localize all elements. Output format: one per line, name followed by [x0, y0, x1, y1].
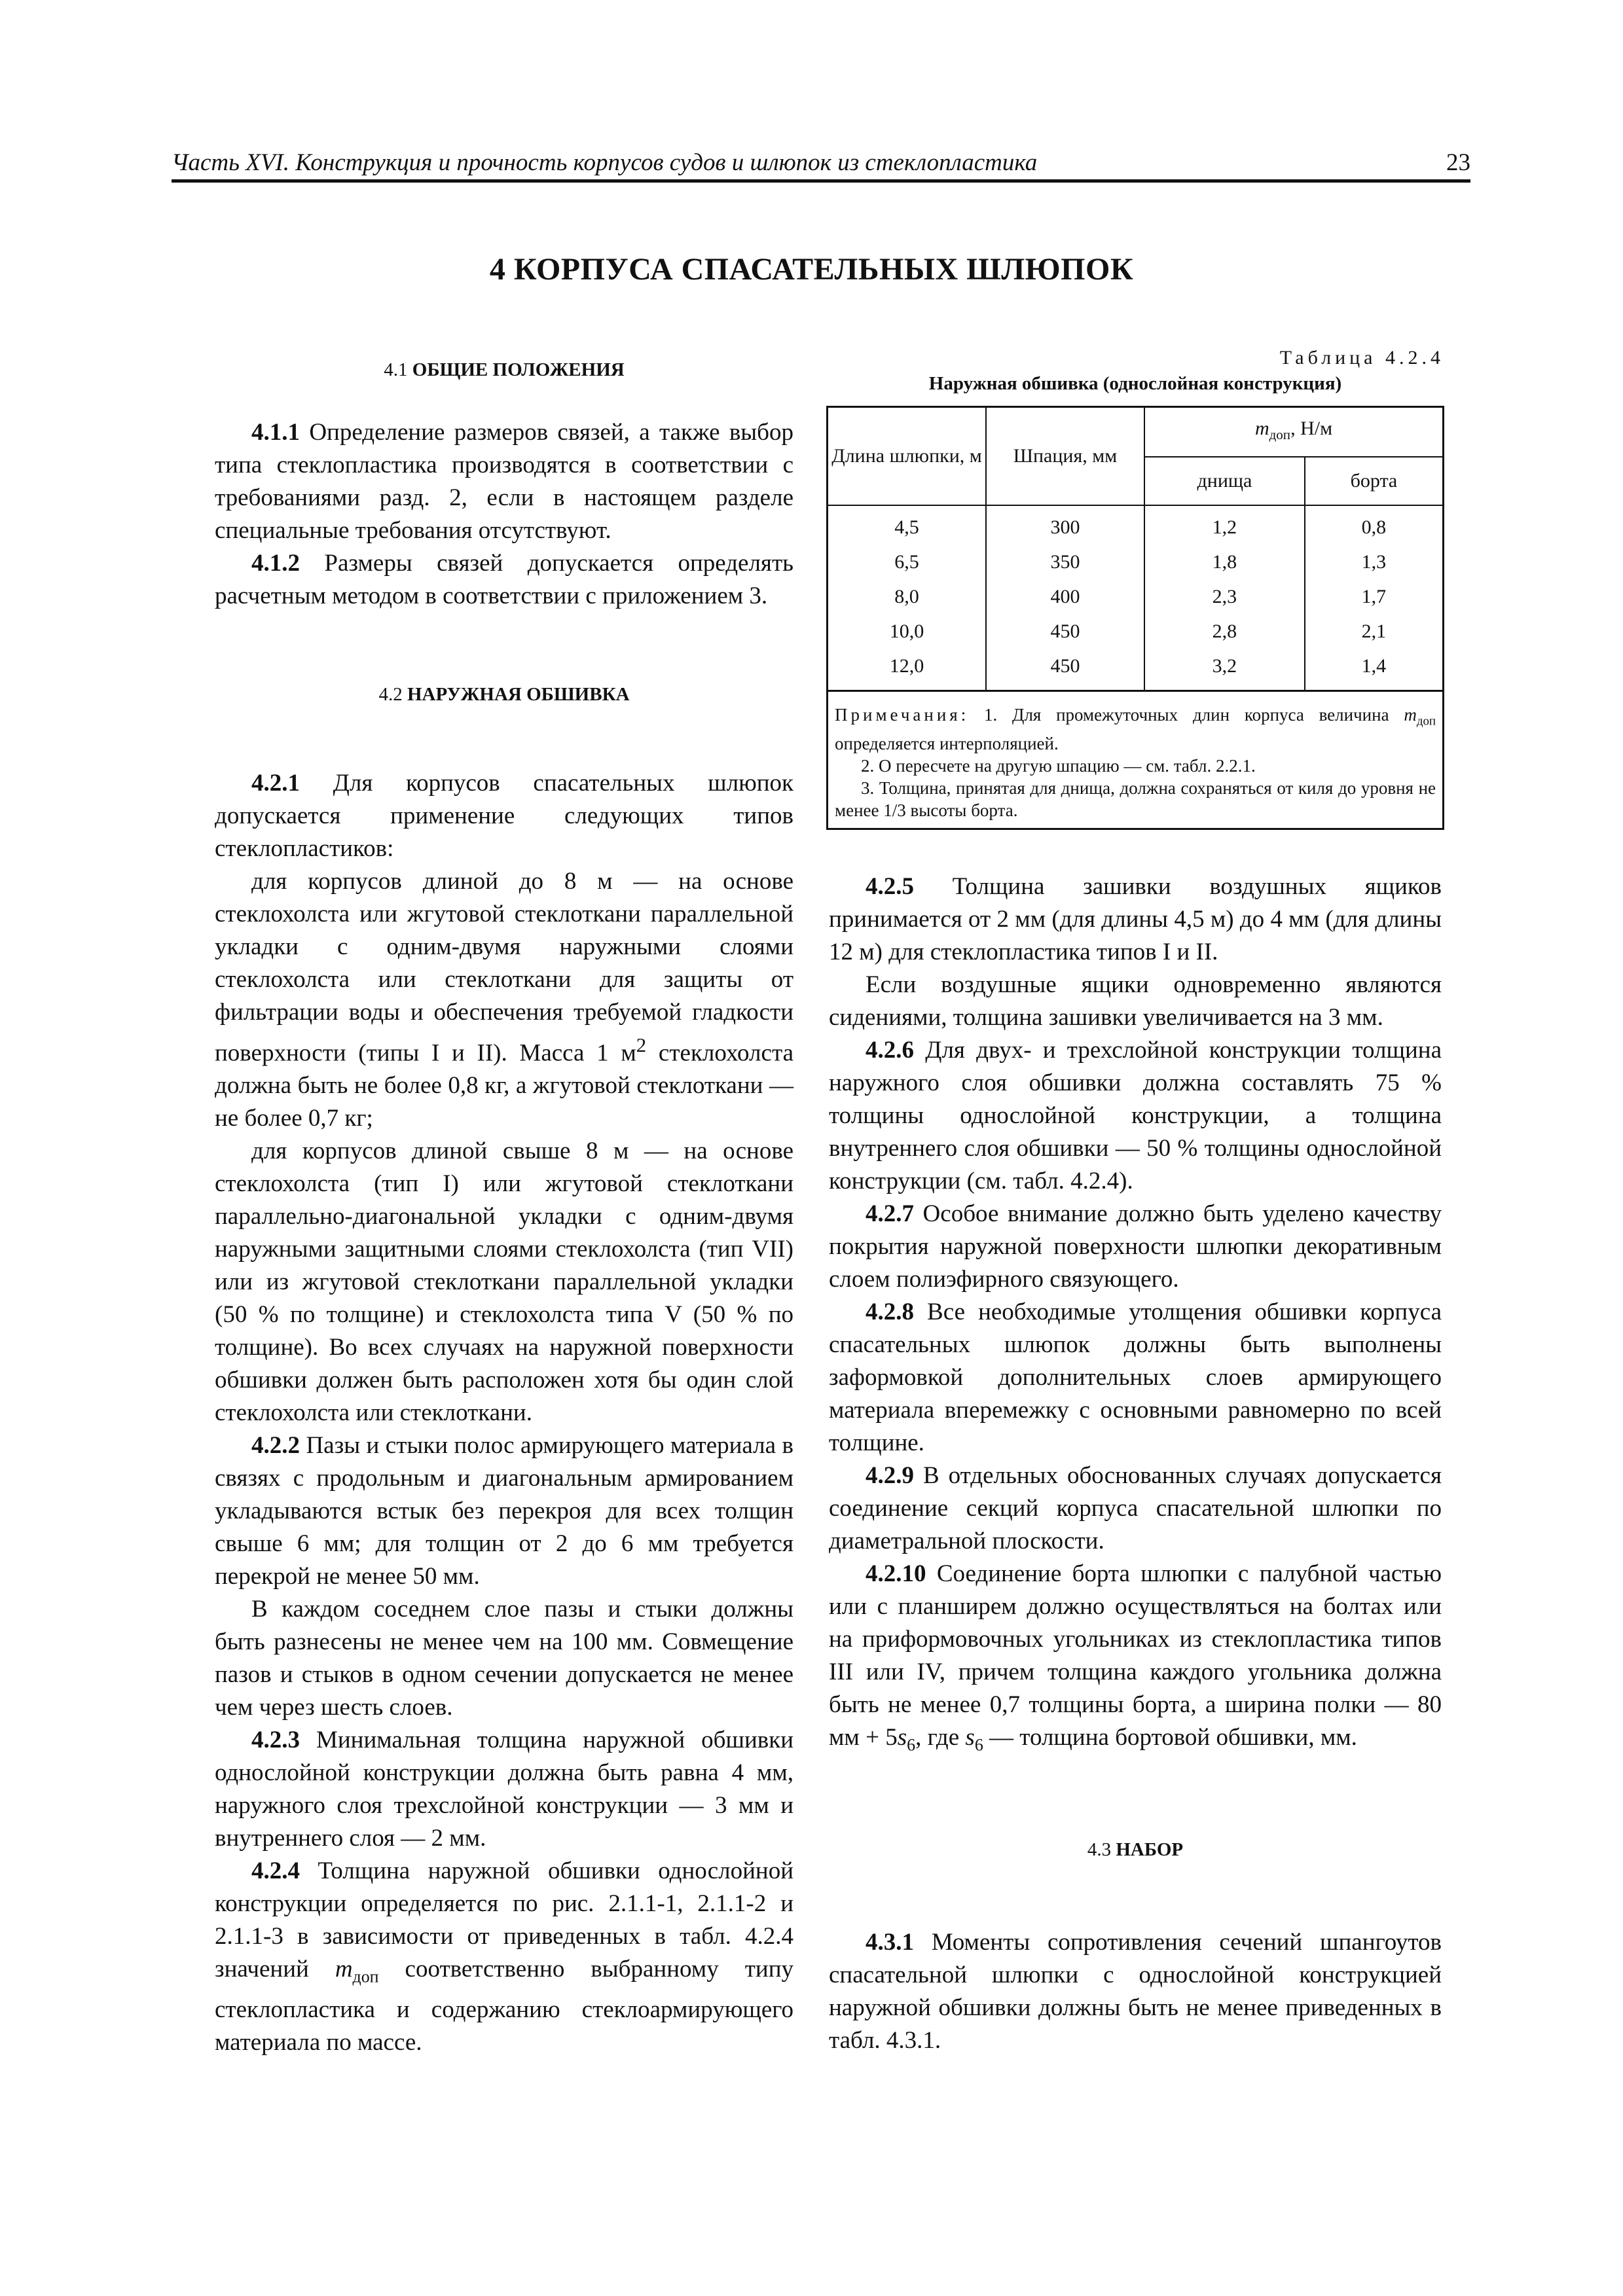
cell-bottom: 2,3	[1144, 579, 1305, 614]
cell-bottom: 1,8	[1144, 545, 1305, 579]
right-column	[829, 870, 1442, 2057]
paragraph-4-2-10	[829, 1558, 1442, 1761]
clause-number: 4.2.8	[866, 1299, 914, 1325]
clause-number: 4.1.1	[251, 419, 300, 446]
running-header-title: Часть XVI. Конструкция и прочность корпусов судов и шлюпок из стеклопластика	[172, 149, 1038, 176]
header-spacing: Шпация, мм	[986, 407, 1144, 505]
clause-text: Размеры связей допускается определять расчетным методом в соответствии с приложением 3.	[215, 550, 793, 609]
paragraph-4-2-2	[215, 1429, 793, 1593]
clause-number: 4.1.2	[251, 550, 300, 577]
cell-side: 0,8	[1305, 505, 1444, 545]
symbol: m	[335, 1956, 353, 1983]
clause-text: стеклохолста должна быть не более 0,8 кг, а жгутовой стеклоткани — не более 0,7 кг;	[215, 1039, 793, 1132]
clause-text: соответственно выбранному типу стеклопластика и содержанию стеклоармирующего материала по массе.	[215, 1956, 793, 2056]
header-side: борта	[1305, 457, 1444, 505]
unit: , Н/м	[1290, 418, 1333, 440]
subscript: доп	[352, 1967, 379, 1986]
table-body	[828, 505, 1444, 691]
clause-text: Соединение борта шлюпки с палубной частью или с планширем должно осуществляться на болтах или на приформовочных угольниках из стеклопластика типов III или IV, причем толщина каждого угольника должна быть не менее 0,7 толщины борта, а ширина полки — 80 мм + 5	[829, 1560, 1442, 1751]
clause-number: 4.2.6	[866, 1037, 914, 1064]
paragraph-4-2-5	[829, 870, 1442, 969]
clause-text: Если воздушные ящики одновременно являются сидениями, толщина зашивки увеличивается на 3 мм.	[829, 971, 1442, 1031]
clause-number: 4.2.3	[251, 1727, 300, 1754]
cell-length: 10,0	[828, 614, 987, 649]
clause-text: Пазы и стыки полос армирующего материала в связях с продольным и диагональным армированием укладываются встык без перекроя для всех толщин свыше 6 мм; для толщин от 2 до 6 мм требуется перекрой не менее 50 мм.	[215, 1432, 793, 1590]
symbol: s	[965, 1724, 975, 1751]
paragraph-4-2-9	[829, 1460, 1442, 1558]
cell-side: 1,7	[1305, 579, 1444, 614]
paragraph-4-2-7	[829, 1198, 1442, 1296]
notes-label: Примечания:	[835, 704, 970, 725]
cell-bottom: 3,2	[1144, 649, 1305, 691]
cell-length: 8,0	[828, 579, 987, 614]
clause-text: Толщина зашивки воздушных ящиков принимается от 2 мм (для длины 4,5 м) до 4 мм (для длины 12 м) для стеклопластика типов I и II.	[829, 873, 1442, 965]
symbol: s	[897, 1724, 907, 1751]
table-notes	[828, 691, 1444, 829]
cell-spacing: 300	[986, 505, 1144, 545]
paragraph-4-2-5-b	[829, 969, 1442, 1034]
table-4-2-4	[826, 346, 1444, 830]
cell-length: 6,5	[828, 545, 987, 579]
clause-number: 4.3.1	[866, 1929, 914, 1956]
left-column	[215, 353, 793, 2059]
paragraph-4-2-6	[829, 1034, 1442, 1198]
cell-length: 4,5	[828, 505, 987, 545]
clause-text: , где	[915, 1724, 966, 1751]
cell-bottom: 1,2	[1144, 505, 1305, 545]
subscript: доп	[1269, 427, 1291, 443]
table-caption: Таблица 4.2.4	[1279, 347, 1444, 368]
clause-text: Толщина наружной обшивки однослойной конструкции определяется по рис. 2.1.1-1, 2.1.1-2 и 2.1.1-3 в зависимости от приведенных в табл. 4.2.4 значений	[215, 1857, 793, 1983]
paragraph-4-2-1-a	[215, 865, 793, 1135]
note-2: 2. О пересчете на другую шпацию — см. табл. 2.2.1.	[861, 755, 1256, 776]
paragraph-4-2-8	[829, 1296, 1442, 1460]
clause-number: 4.2.2	[251, 1432, 300, 1460]
subscript: 6	[907, 1735, 916, 1755]
clause-number: 4.2.4	[251, 1857, 300, 1885]
header-m-dop	[1144, 407, 1444, 457]
clause-number: 4.2.9	[866, 1462, 914, 1489]
note-1	[835, 704, 1436, 755]
header-rule	[172, 179, 1470, 183]
clause-text: — толщина бортовой обшивки, мм.	[983, 1724, 1357, 1751]
paragraph-4-2-2-b	[215, 1593, 793, 1724]
paragraph-4-3-1	[829, 1926, 1442, 2057]
symbol: m	[1254, 418, 1269, 440]
section-title: НАБОР	[1116, 1839, 1184, 1861]
clause-text: В отдельных обоснованных случаях допускается соединение секций корпуса спасательной шлюпки по диаметральной плоскости.	[829, 1462, 1442, 1554]
clause-number: 4.2.5	[866, 873, 914, 900]
clause-text: для корпусов длиной свыше 8 м — на основе стеклохолста (тип I) или жгутовой стеклоткани параллельно-диагональной укладки с одним-двумя наружными защитными слоями стеклохолста (тип VII) или из жгутовой стеклоткани параллельной укладки (50 % по толщине) и стеклохолста типа V (50 % по толщине). Во всех случаях на наружной поверхности обшивки должен быть расположен хотя бы один слой стеклохолста или стеклоткани.	[215, 1138, 793, 1427]
cell-side: 1,4	[1305, 649, 1444, 691]
section-heading-4-3	[829, 1833, 1442, 1866]
clause-number: 4.2.10	[866, 1560, 926, 1587]
table-row	[828, 579, 1444, 614]
clause-text: для корпусов длиной до 8 м — на основе стеклохолста или жгутовой стеклоткани параллельной укладки с одним-двумя наружными слоями стеклохолста или стеклоткани для защиты от фильтрации воды и обеспечения требуемой гладкости поверхности (типы I и II). Масса 1 м	[215, 868, 793, 1067]
section-title: НАРУЖНАЯ ОБШИВКА	[407, 684, 630, 705]
clause-text: Все необходимые утолщения обшивки корпуса спасательных шлюпок должны быть выполнены заформовкой дополнительных слоев армирующего материала вперемежку с основными равномерно по всей толщине.	[829, 1299, 1442, 1456]
section-number: 4.3	[1087, 1839, 1112, 1861]
paragraph-4-2-3	[215, 1724, 793, 1855]
symbol: m	[1404, 704, 1417, 725]
section-number: 4.1	[384, 359, 408, 380]
section-number: 4.2	[378, 684, 403, 705]
note-text: 1. Для промежуточных длин корпуса величина	[969, 704, 1404, 725]
paragraph-4-1-2	[215, 547, 793, 613]
clause-number: 4.2.7	[866, 1200, 914, 1227]
cell-side: 2,1	[1305, 614, 1444, 649]
clause-text: Определение размеров связей, а также выбор типа стеклопластика производятся в соответствии с требованиями разд. 2, если в настоящем разделе специальные требования отсутствуют.	[215, 419, 793, 544]
clause-text: Минимальная толщина наружной обшивки однослойной конструкции должна быть равна 4 мм, наружного слоя трехслойной конструкции — 3 мм и внутреннего слоя — 2 мм.	[215, 1727, 793, 1852]
paragraph-4-2-1	[215, 767, 793, 865]
header-length: Длина шлюпки, м	[828, 407, 987, 505]
cell-spacing: 350	[986, 545, 1144, 579]
superscript: 2	[636, 1034, 647, 1056]
cell-spacing: 400	[986, 579, 1144, 614]
chapter-title: 4 КОРПУСА СПАСАТЕЛЬНЫХ ШЛЮПОК	[489, 252, 1134, 287]
note-3: 3. Толщина, принятая для днища, должна сохраняться от киля до уровня не менее 1/3 высоты борта.	[835, 778, 1436, 820]
section-heading-4-2	[215, 678, 793, 711]
paragraph-4-2-1-b	[215, 1135, 793, 1429]
header-bottom: днища	[1144, 457, 1305, 505]
subscript: 6	[974, 1735, 983, 1755]
subscript: доп	[1416, 713, 1436, 728]
clause-text: Особое внимание должно быть уделено качеству покрытия наружной поверхности шлюпки декоративным слоем полиэфирного связующего.	[829, 1200, 1442, 1293]
clause-text: Моменты сопротивления сечений шпангоутов спасательной шлюпки с однослойной конструкцией наружной обшивки должны быть не менее приведенных в табл. 4.3.1.	[829, 1929, 1442, 2054]
section-title: ОБЩИЕ ПОЛОЖЕНИЯ	[412, 359, 625, 380]
data-table	[826, 406, 1444, 830]
section-heading-4-1	[215, 353, 793, 386]
cell-bottom: 2,8	[1144, 614, 1305, 649]
paragraph-4-2-4	[215, 1855, 793, 2058]
page-number: 23	[1446, 149, 1470, 176]
table-row	[828, 505, 1444, 545]
table-row	[828, 649, 1444, 691]
clause-text: В каждом соседнем слое пазы и стыки должны быть разнесены не менее чем на 100 мм. Совмещение пазов и стыков в одном сечении допускается не менее чем через шесть слоев.	[215, 1596, 793, 1721]
clause-number: 4.2.1	[251, 770, 300, 797]
note-text: определяется интерполяцией.	[835, 733, 1059, 753]
cell-length: 12,0	[828, 649, 987, 691]
running-header	[172, 143, 1470, 179]
table-row	[828, 614, 1444, 649]
table-row	[828, 545, 1444, 579]
cell-side: 1,3	[1305, 545, 1444, 579]
cell-spacing: 450	[986, 614, 1144, 649]
clause-text: Для двух- и трехслойной конструкции толщина наружного слоя обшивки должна составлять 75 % толщины однослойной конструкции, а толщина внутреннего слоя обшивки — 50 % толщины однослойной конструкции (см. табл. 4.2.4).	[829, 1037, 1442, 1194]
cell-spacing: 450	[986, 649, 1144, 691]
paragraph-4-1-1	[215, 416, 793, 547]
table-title: Наружная обшивка (однослойная конструкция)	[928, 373, 1342, 394]
clause-text: Для корпусов спасательных шлюпок допускается применение следующих типов стеклопластиков:	[215, 770, 793, 862]
